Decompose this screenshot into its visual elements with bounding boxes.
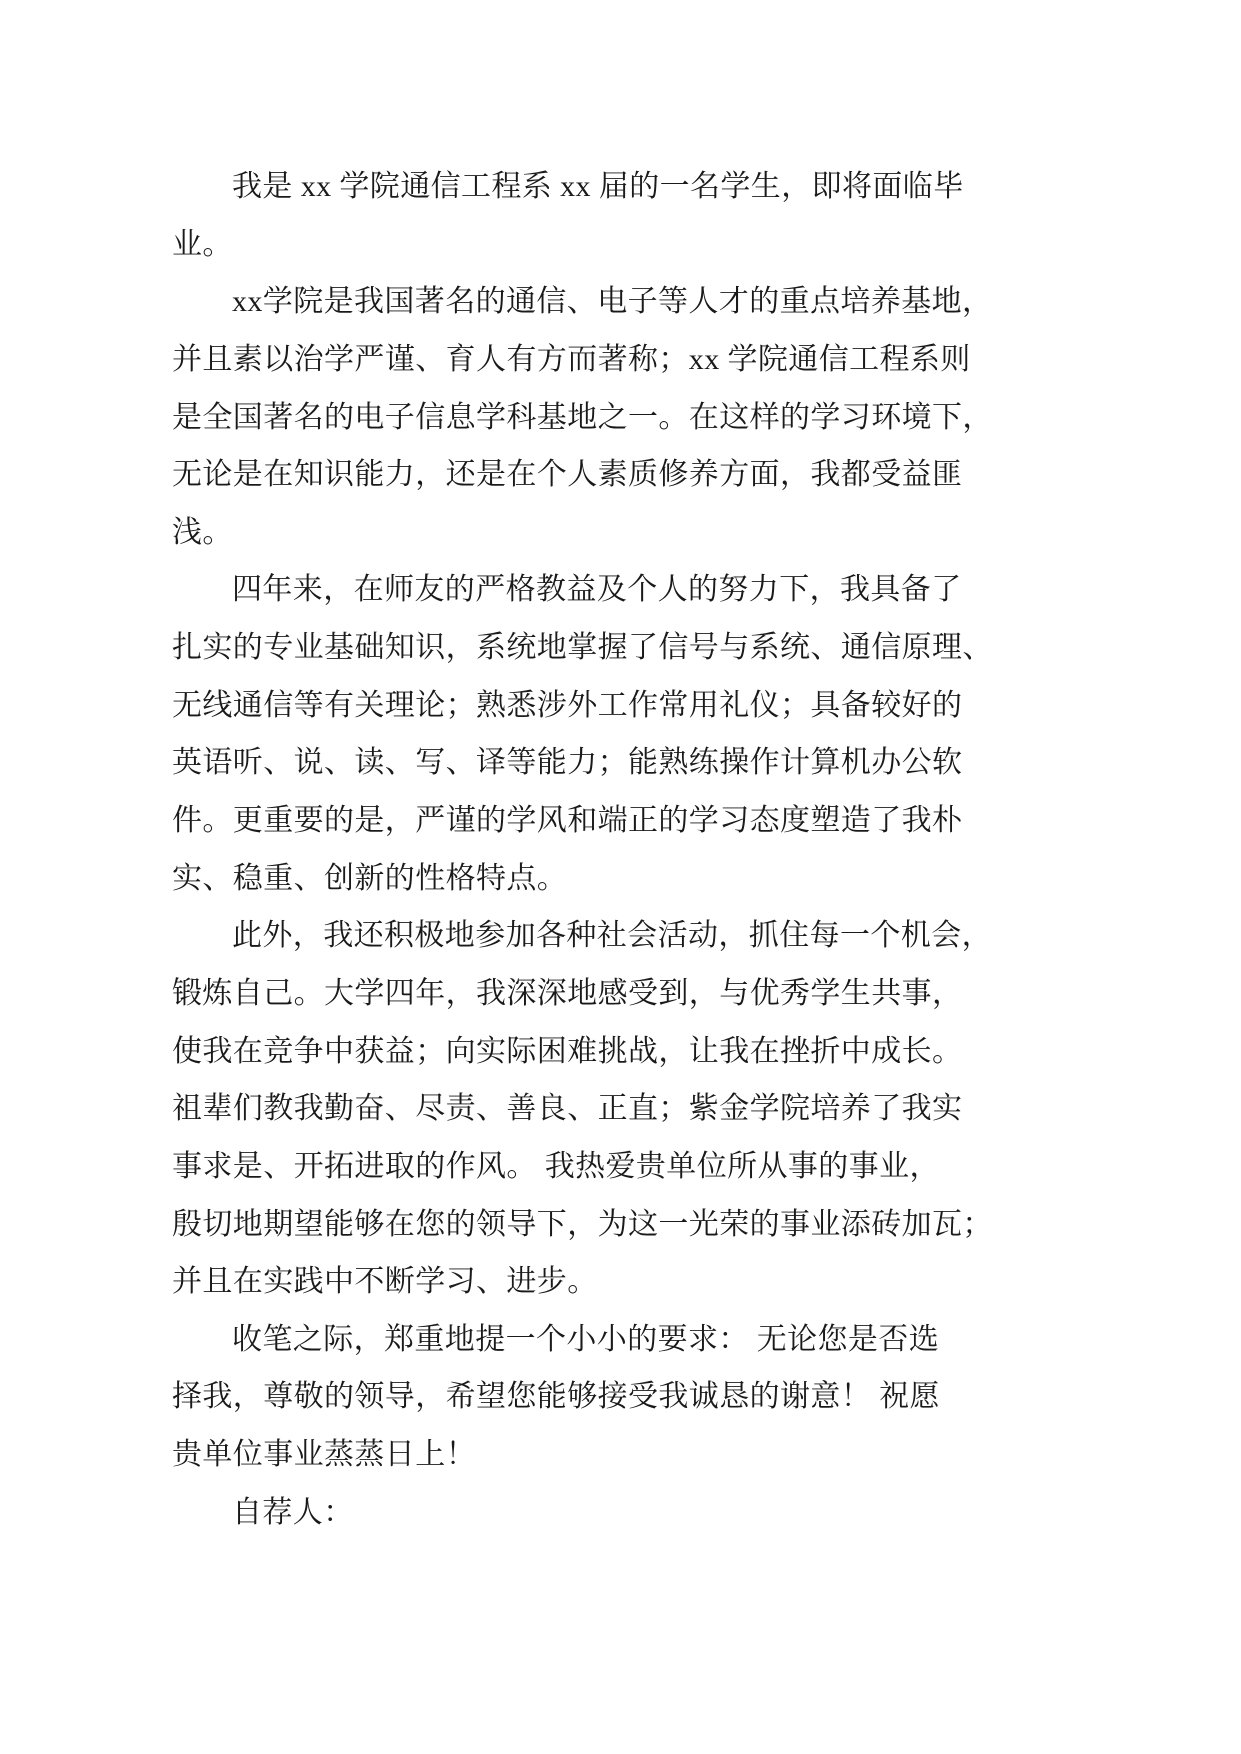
text-line: 并且在实践中不断学习、进步。 xyxy=(172,1265,598,1299)
text-line: 使我在竞争中获益；向实际困难挑战，让我在挫折中成长。 xyxy=(172,1034,963,1068)
text-line: 殷切地期望能够在您的领导下，为这一光荣的事业添砖加瓦； xyxy=(172,1207,993,1241)
text-line: 无线通信等有关理论；熟悉涉外工作常用礼仪；具备较好的 xyxy=(172,688,963,722)
text-line: 实、稳重、创新的性格特点。 xyxy=(172,861,568,895)
text-line: 收笔之际，郑重地提一个小小的要求： 无论您是否选 xyxy=(232,1322,940,1356)
text-line: 择我，尊敬的领导，希望您能够接受我诚恳的谢意！ 祝愿 xyxy=(172,1380,940,1414)
text-line: 件。更重要的是，严谨的学风和端正的学习态度塑造了我朴 xyxy=(172,804,963,838)
text-line: 英语听、说、读、写、译等能力；能熟练操作计算机办公软 xyxy=(172,746,963,780)
paragraph-skills xyxy=(172,561,1052,907)
text-line: 我是 xx 学院通信工程系 xx 届的一名学生，即将面临毕 xyxy=(232,170,964,203)
text-line: 是全国著名的电子信息学科基地之一。在这样的学习环境下， xyxy=(172,400,993,434)
text-line: 扎实的专业基础知识，系统地掌握了信号与系统、通信原理、 xyxy=(172,631,993,665)
text-line: 浅。 xyxy=(172,515,233,549)
paragraph-closing xyxy=(172,1311,1052,1484)
paragraph-school xyxy=(172,273,1052,561)
text-line: 并且素以治学严谨、育人有方而著称；xx 学院通信工程系则 xyxy=(172,342,971,376)
text-line: 无论是在知识能力，还是在个人素质修养方面，我都受益匪 xyxy=(172,458,963,492)
document-page xyxy=(172,158,1052,1541)
paragraph-activities xyxy=(172,907,1052,1310)
text-line: 贵单位事业蒸蒸日上！ xyxy=(172,1438,476,1472)
text-line: 四年来，在师友的严格教益及个人的努力下，我具备了 xyxy=(232,573,962,607)
text-line: xx学院是我国著名的通信、电子等人才的重点培养基地， xyxy=(232,285,993,319)
paragraph-intro xyxy=(172,158,1052,273)
text-line: 事求是、开拓进取的作风。 我热爱贵单位所从事的事业， xyxy=(172,1149,940,1183)
text-line: 锻炼自己。大学四年，我深深地感受到，与优秀学生共事， xyxy=(172,976,963,1010)
signature-label: 自荐人： xyxy=(232,1495,354,1529)
text-line: 业。 xyxy=(172,227,233,261)
text-line: 此外，我还积极地参加各种社会活动，抓住每一个机会， xyxy=(232,919,992,953)
text-line: 祖辈们教我勤奋、尽责、善良、正直；紫金学院培养了我实 xyxy=(172,1092,963,1126)
paragraph-signature xyxy=(172,1484,1052,1542)
